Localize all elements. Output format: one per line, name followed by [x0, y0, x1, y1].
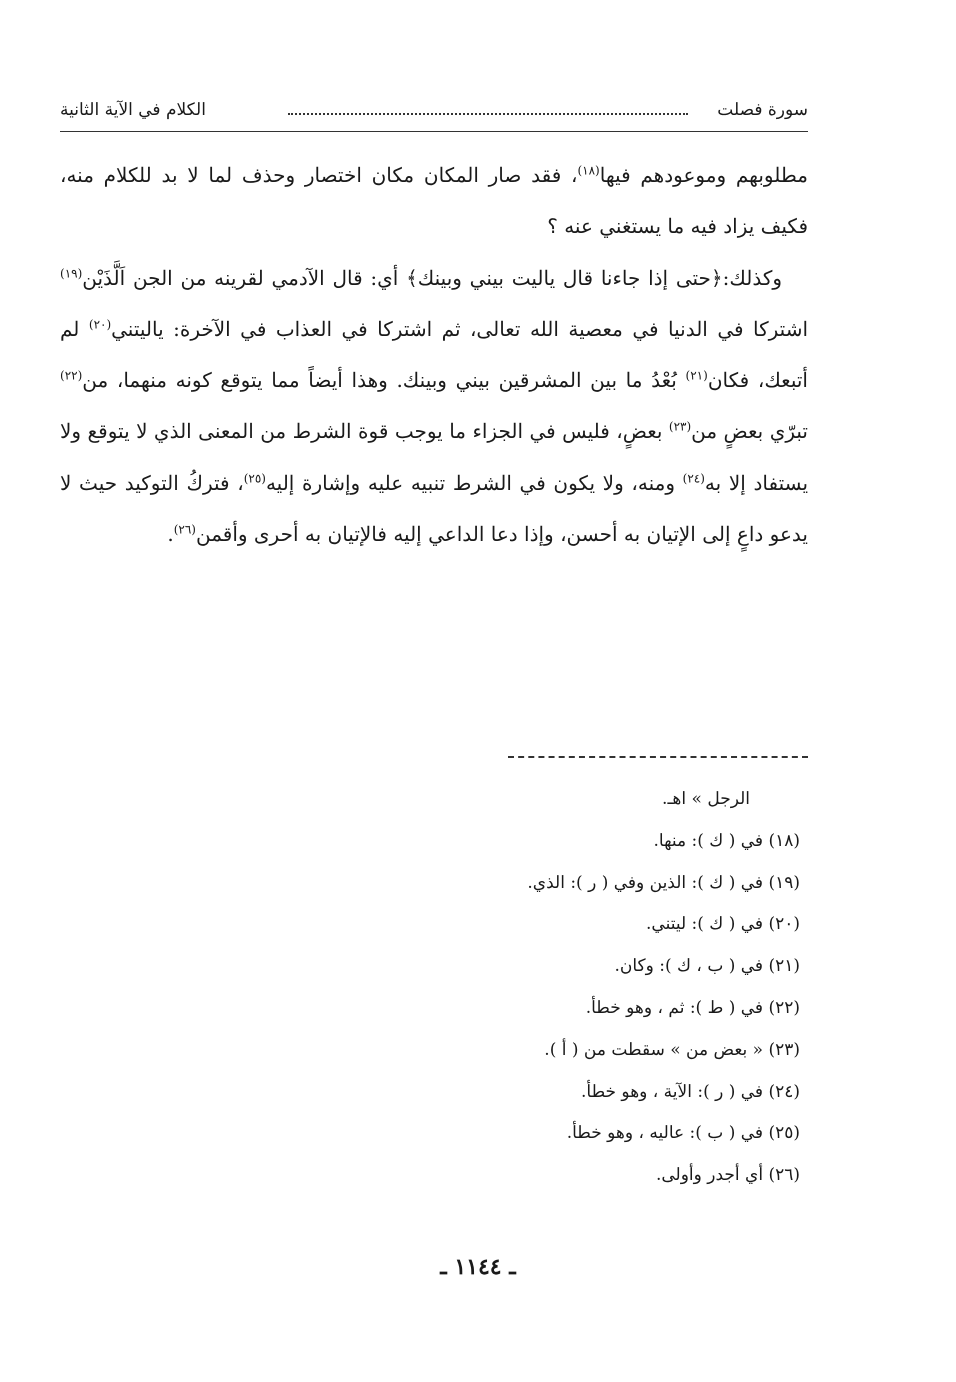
footnote-ref-21: (٢١) [685, 368, 708, 383]
p2-text-g: ومنه، ولا يكون في الشرط تنبيه عليه وإشارة إليه [265, 470, 683, 495]
header-section-title: الكلام في الآية الثانية [60, 100, 206, 120]
footnote-ref-26: (٢٦) [173, 522, 196, 537]
footnote-ref-24: (٢٤) [682, 471, 705, 486]
p2-text-f: بعضٍ، فليس في الجزاء ما يوجب قوة الشرط من المعنى الذي لا يتوقع ولا يستفاد إلا به [60, 419, 809, 495]
footnote-ref-25: (٢٥) [243, 471, 266, 486]
footnote-ref-22: (٢٢) [60, 368, 83, 383]
footnote-26: (٢٦) أي أجدر وأولى. [655, 1165, 800, 1186]
header-rule [60, 131, 808, 132]
footnote-25: (٢٥) في ( ب ): عاليه ، وهو خطأ. [566, 1123, 800, 1144]
running-header [60, 100, 808, 126]
footnote-ref-20: (٢٠) [88, 317, 112, 332]
footnote-18: (١٨) في ( ك ): منها. [653, 830, 800, 851]
footnote-22: (٢٢) في ( ط ): ثم ، وهو خطأ. [585, 997, 800, 1018]
header-dotted-leader [288, 113, 688, 115]
footnotes [300, 786, 800, 1204]
p2-text-a: وكذلك:﴿حتى إذا جاءنا قال ياليت بيني وبينك﴾ أي: قال الآدمي لقرينه من الجن اَلَّذَيْن [82, 265, 782, 290]
header-surah: سورة فصلت [717, 100, 808, 120]
footnote-20: (٢٠) في ( ك ): ليتني. [646, 914, 800, 935]
p2-text-d: بُعْدُ ما بين المشرقين بيني وبينك. وهذا أيضاً مما يتوقع كونه منهما، من [82, 368, 686, 393]
footnote-23: (٢٣) « بعض من » سقطت من ( أ ). [544, 1039, 800, 1060]
p2-text-h: ، فتركُ التوكيد حيث لا يدعو داعٍ إلى الإتيان به أحسن، وإذا دعا الداعي إليه فالإتيان به أحرى وأقمن [60, 470, 808, 547]
footnote-continuation: الرجل » اهـ. [662, 789, 750, 809]
footnote-ref-23: (٢٣) [668, 419, 692, 434]
footnote-21: (٢١) في ( ب ، ك ): وكان. [614, 956, 800, 977]
footnote-divider [508, 756, 808, 758]
paragraph-1 [60, 150, 808, 253]
p2-text-c: لم أتبعك، فكان [60, 316, 808, 393]
paragraph-2 [60, 253, 808, 561]
page-number: ـ ١١٤٤ ـ [440, 1254, 516, 1280]
p2-text-e: تبرّي بعضٍ من [691, 419, 808, 444]
footnote-24: (٢٤) في ( ر ): الآية ، وهو خطأ. [580, 1081, 800, 1102]
p1-text-a: مطلوبهم وموعودهم فيها [599, 163, 808, 187]
p2-text-b: اشتركا في الدنيا في معصية الله تعالى، ثم اشتركا في العذاب في الآخرة: ياليتني [111, 316, 809, 341]
footnote-ref-18: (١٨) [577, 163, 600, 178]
footnote-ref-19: (١٩) [60, 265, 83, 280]
main-text [60, 150, 808, 560]
footnote-19: (١٩) في ( ك ): الذين وفي ( ر ): الذي. [527, 872, 800, 893]
p2-text-i: . [167, 522, 174, 547]
p1-text-b: ، فقد صار المكان مكان اختصار وحذف لما لا بد للكلام منه، فكيف يزاد فيه ما يستغني عنه ؟ [60, 163, 808, 239]
